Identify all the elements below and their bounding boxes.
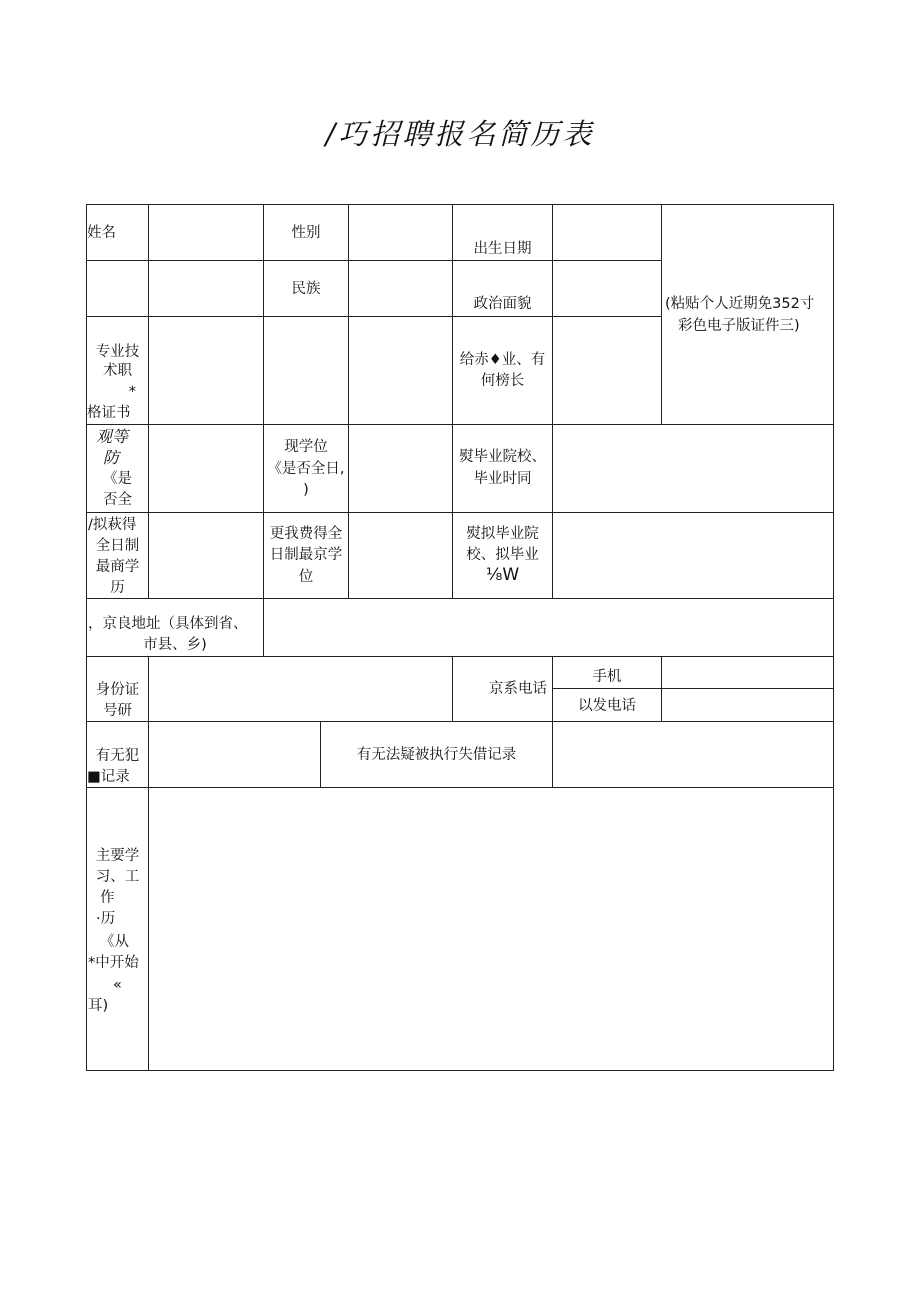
planned-degree-label-2: 日制最京学 [269,547,343,563]
planned-education-label-3: 最商学 [95,559,140,575]
planned-school-field[interactable] [553,513,833,598]
planned-education-label-1: /拟萩得 [88,517,137,533]
gender-label: 性别 [291,225,321,241]
name-field[interactable] [149,205,263,260]
specialty-label-1: 给赤♦业、有 [459,352,546,368]
row2-value-field[interactable] [149,261,263,316]
history-label-2: 习、工 [95,869,140,885]
other-phone-label: 以发电话 [578,698,636,714]
mobile-label: 手机 [592,669,622,685]
history-label-8: 耳) [88,998,109,1014]
ethnicity-field[interactable] [349,261,452,316]
education-field[interactable] [149,425,263,512]
history-field[interactable] [149,788,833,1070]
name-label: 姓名 [87,225,116,241]
tech-title-field[interactable] [149,317,263,424]
table-border-right [833,204,834,1071]
current-degree-label-1: 现学位 [284,439,328,455]
address-label-2: 市县、乡) [143,637,207,653]
address-label-1: ，京良地址（具体到省、 [88,616,248,632]
history-label-1: 主要学 [95,848,140,864]
tech-title-field-2[interactable] [264,317,348,424]
planned-school-label-1: 熨拟毕业院 [466,526,539,542]
criminal-record-label-2: ■记录 [87,769,130,785]
mobile-field[interactable] [662,657,833,688]
specialty-field[interactable] [553,317,661,424]
photo-instruction-line1: (粘贴个人近期免352寸 [665,296,815,312]
col-line [263,204,264,656]
id-number-field[interactable] [149,657,452,721]
planned-school-label-3: ⅛W [485,565,520,585]
education-label-4: 否全 [103,492,132,508]
address-field[interactable] [264,599,833,656]
history-label-6: *中开始 [88,955,139,971]
row2-label-field[interactable] [87,261,148,316]
id-number-label-1: 身份证 [95,682,140,698]
dishonest-record-field[interactable] [553,722,833,787]
graduated-school-label-1: 熨毕业院校、 [459,449,546,465]
birth-date-label: 出生日期 [473,241,532,257]
tech-title-field-3[interactable] [349,317,452,424]
current-degree-label-2: 《是否全日, [267,461,345,477]
history-label-5: 《从 [100,934,129,950]
graduated-school-field[interactable] [553,425,833,512]
planned-education-label-4: 历 [110,580,125,596]
current-degree-field[interactable] [349,425,452,512]
id-number-label-2: 号研 [103,703,132,719]
gender-field[interactable] [349,205,452,260]
form-title: /巧招聘报名简历表 [325,117,595,151]
graduated-school-label-2: 毕业时同 [473,471,532,487]
photo-area[interactable] [662,205,833,424]
political-status-label: 政治面貌 [473,296,532,312]
tech-title-label-2: 术职 [103,363,132,379]
planned-school-label-2: 校、拟毕业 [466,547,539,563]
other-phone-field[interactable] [662,689,833,721]
planned-degree-label-3: 位 [298,569,314,585]
history-label-4: ·历 [96,911,116,927]
education-label-1: 观等 [96,427,129,446]
criminal-record-label-1: 有无犯 [95,748,140,764]
tech-title-label-3: * [128,384,136,400]
specialty-label-2: 何榜长 [480,373,525,389]
dishonest-record-label: 有无法疑被执行失借记录 [356,747,517,763]
history-label-3: 作 [100,890,115,906]
contact-phone-label: 京系电话 [489,681,547,697]
political-status-field[interactable] [553,261,661,316]
education-label-3: 《是 [103,471,132,487]
planned-education-field[interactable] [149,513,263,598]
planned-education-label-2: 全日制 [95,538,140,554]
criminal-record-field[interactable] [149,722,320,787]
tech-title-label-4: 格证书 [87,405,131,421]
tech-title-label-1: 专业技 [95,344,140,360]
planned-degree-label-1: 更我费得全 [269,526,343,542]
ethnicity-label: 民族 [291,281,321,297]
photo-instruction-line2: 彩色电子版证件三) [678,318,800,334]
history-label-7: « [113,977,122,993]
planned-degree-field[interactable] [349,513,452,598]
education-label-2: 防 [103,448,120,467]
birth-date-field[interactable] [553,205,661,260]
table-border-bottom [86,1070,834,1071]
current-degree-label-3: ) [303,482,309,498]
